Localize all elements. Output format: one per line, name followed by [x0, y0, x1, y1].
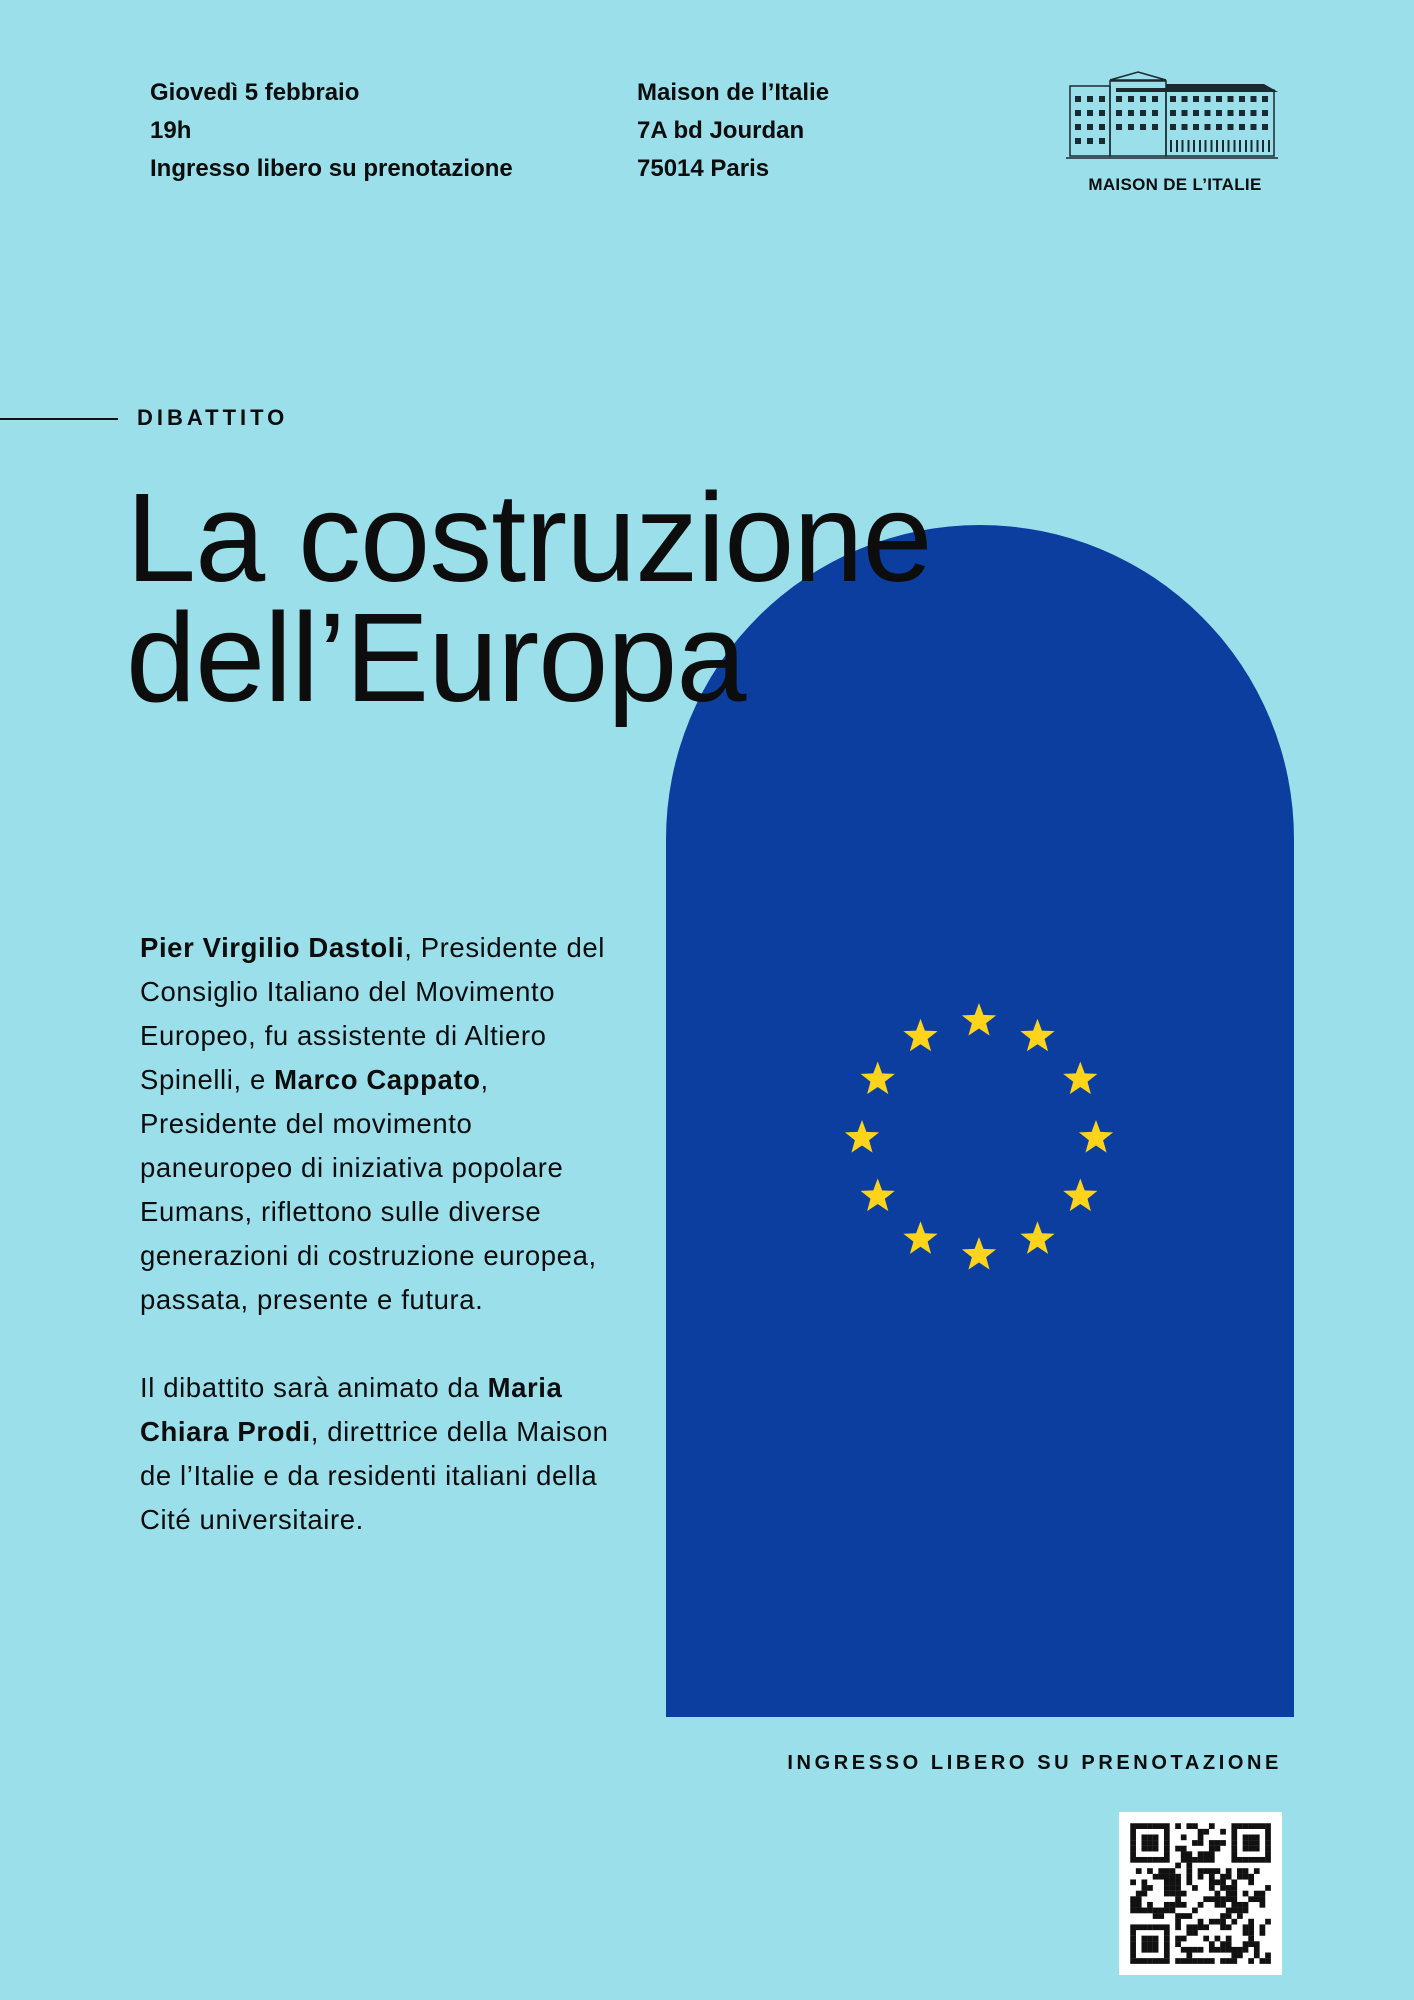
speaker-text: , Presidente del Consiglio Italiano del Movimento Europeo, fu assistente di Altiero Spinelli, e: [140, 932, 605, 1095]
event-entry: Ingresso libero su prenotazione: [150, 155, 513, 182]
star-icon: [1063, 1179, 1097, 1212]
event-info: [150, 74, 513, 188]
star-icon: [845, 1120, 879, 1153]
venue-city: 75014 Paris: [637, 155, 770, 182]
paragraph-moderator: [140, 1366, 610, 1542]
paragraph-speakers: [140, 926, 610, 1322]
description: [140, 926, 610, 1586]
venue-street: 7A bd Jourdan: [637, 117, 805, 144]
maison-logo: [1064, 68, 1286, 195]
star-icon: [1063, 1062, 1097, 1095]
star-icon: [1079, 1120, 1113, 1153]
divider-line: [0, 418, 118, 420]
moderator-text: , direttrice della Maison de l’Italie e da residenti italiani della Cité universitaire.: [140, 1416, 609, 1535]
star-icon: [861, 1062, 895, 1095]
building-icon: [1064, 68, 1286, 168]
moderator-name: Maria Chiara Prodi: [140, 1372, 563, 1447]
logo-name: MAISON DE L’ITALIE: [1088, 175, 1262, 194]
moderator-text: Il dibattito sarà animato da: [140, 1372, 488, 1403]
category-label: DIBATTITO: [137, 405, 289, 430]
venue-name: Maison de l’Italie: [637, 79, 830, 106]
star-icon: [1020, 1019, 1054, 1051]
event-time: 19h: [150, 117, 192, 144]
star-icon: [903, 1221, 937, 1254]
speaker-text: , Presidente del movimento paneuropeo di iniziativa popolare Eumans, riflettono sulle diverse generazioni di costruzione europea, passata, presente e futura.: [140, 1064, 597, 1315]
venue-info: [637, 74, 829, 188]
star-icon: [861, 1179, 895, 1212]
speaker-name: Marco Cappato: [274, 1064, 481, 1095]
event-date: Giovedì 5 febbraio: [150, 79, 360, 106]
speaker-name: Pier Virgilio Dastoli: [140, 932, 405, 963]
star-icon: [962, 1003, 996, 1036]
eu-stars: [839, 998, 1119, 1278]
title-line-2: dell’Europa: [126, 587, 746, 728]
star-icon: [962, 1237, 996, 1270]
star-icon: [1020, 1221, 1054, 1254]
page-title: [126, 467, 932, 728]
qr-code[interactable]: [1119, 1812, 1282, 1975]
star-icon: [903, 1019, 937, 1051]
title-line-1: La costruzione: [126, 467, 932, 608]
reservation-cta: INGRESSO LIBERO SU PRENOTAZIONE: [787, 1752, 1282, 1774]
